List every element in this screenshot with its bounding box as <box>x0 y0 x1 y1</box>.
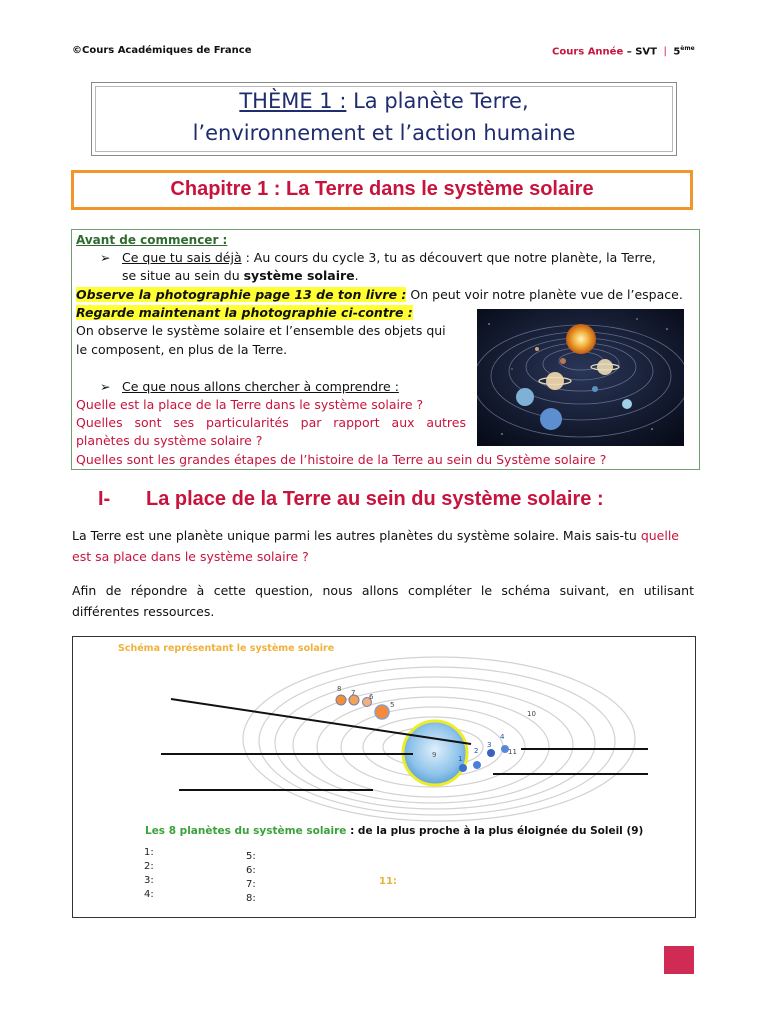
observe-highlight: Observe la photographie page 13 de ton livre : <box>76 287 407 302</box>
diagram-num-9: 9 <box>432 751 437 759</box>
known-label: Ce que tu sais déjà <box>122 250 242 265</box>
question-2a: Quelles sont ses particularités par rapport aux autres <box>76 415 466 430</box>
page-corner-marker <box>664 946 694 974</box>
diagram-num-3: 3 <box>487 741 492 749</box>
section-title-text: La place de la Terre au sein du système solaire : <box>146 488 604 510</box>
question-2b: planètes du système solaire ? <box>76 433 263 448</box>
header-level-sup: ème <box>680 45 695 52</box>
diagram-num-7: 7 <box>351 689 356 697</box>
theme-title-part1: La planète Terre, <box>346 89 529 113</box>
search-label: Ce que nous allons chercher à comprendre : <box>122 379 399 394</box>
header-level: 5 <box>673 46 681 58</box>
paragraph-1b: quelle <box>640 528 679 543</box>
obs-line1: On observe le système solaire et l’ensemble des objets qui <box>76 323 446 338</box>
theme-prefix: THÈME 1 : <box>239 89 347 113</box>
known-text-2b: système solaire <box>243 268 355 283</box>
section-paragraph-2: Afin de répondre à cette question, nous allons compléter le schéma suivant, en utilisant différentes ressources. <box>72 583 694 619</box>
arrow-icon: ➢ <box>100 250 111 265</box>
diagram-subtitle-rest: : de la plus proche à la plus éloignée du Soleil (9) <box>346 825 644 837</box>
intro-known-line1 <box>100 249 695 267</box>
list-item-4: 4: <box>144 889 154 900</box>
known-text-1: : Au cours du cycle 3, tu as découvert que notre planète, la Terre, <box>241 250 656 265</box>
list-item-6: 6: <box>246 865 256 876</box>
header-subject: – SVT <box>626 46 657 58</box>
paragraph-1a: La Terre est une planète unique parmi les autres planètes du système solaire. Mais sais-tu <box>72 528 641 543</box>
header-course: Cours Année <box>552 46 624 58</box>
diagram-subtitle <box>145 825 643 837</box>
intro-search-line <box>100 378 399 396</box>
diagram-title: Schéma représentant le système solaire <box>118 643 335 654</box>
known-text-2c: . <box>354 268 359 283</box>
diagram-num-6: 6 <box>369 693 374 701</box>
list-item-8: 8: <box>246 893 256 904</box>
chapter-box <box>71 170 693 210</box>
list-item-5: 5: <box>246 851 256 862</box>
diagram-num-5: 5 <box>390 701 395 709</box>
intro-known-line2 <box>122 267 359 285</box>
theme-title-line1 <box>92 89 676 113</box>
diagram-num-1: 1 <box>458 755 463 763</box>
list-item-7: 7: <box>246 879 256 890</box>
obs-line2: le composent, en plus de la Terre. <box>76 342 288 357</box>
header-copyright: ©Cours Académiques de France <box>72 45 252 56</box>
solar-system-photo <box>477 309 684 446</box>
diagram-num-2: 2 <box>474 747 479 755</box>
question-3: Quelles sont les grandes étapes de l’histoire de la Terre au sein du Système solaire ? <box>76 452 607 467</box>
diagram-num-8: 8 <box>337 685 342 693</box>
section-paragraph-1 <box>72 525 694 567</box>
known-text-2a: se situe au sein du <box>122 268 244 283</box>
intro-regarde-line <box>76 304 413 322</box>
theme-title-line2: l’environnement et l’action humaine <box>192 121 576 145</box>
diagram-subtitle-green: Les 8 planètes du système solaire <box>145 825 347 837</box>
list-item-11: 11: <box>379 876 397 887</box>
diagram-num-4: 4 <box>500 733 505 741</box>
observe-text: On peut voir notre planète vue de l’espace. <box>406 287 683 302</box>
section-title <box>98 488 604 511</box>
header-separator: | <box>663 46 667 58</box>
intro-observe-line <box>76 286 683 304</box>
theme-box <box>91 82 677 156</box>
question-1: Quelle est la place de la Terre dans le système solaire ? <box>76 397 424 412</box>
list-item-2: 2: <box>144 861 154 872</box>
list-item-3: 3: <box>144 875 154 886</box>
solar-system-illustration <box>477 309 684 446</box>
diagram-num-10: 10 <box>527 710 536 718</box>
list-item-1: 1: <box>144 847 154 858</box>
paragraph-1c: est sa place dans le système solaire ? <box>72 549 309 564</box>
arrow-icon: ➢ <box>100 379 111 394</box>
diagram-num-11: 11 <box>508 748 517 756</box>
intro-heading: Avant de commencer : <box>76 233 228 247</box>
regarde-highlight: Regarde maintenant la photographie ci-contre : <box>76 305 413 320</box>
solar-system-diagram <box>72 636 696 918</box>
chapter-title: Chapitre 1 : La Terre dans le système solaire <box>170 178 594 200</box>
header-course-info <box>552 45 695 57</box>
section-number: I- <box>98 488 111 510</box>
